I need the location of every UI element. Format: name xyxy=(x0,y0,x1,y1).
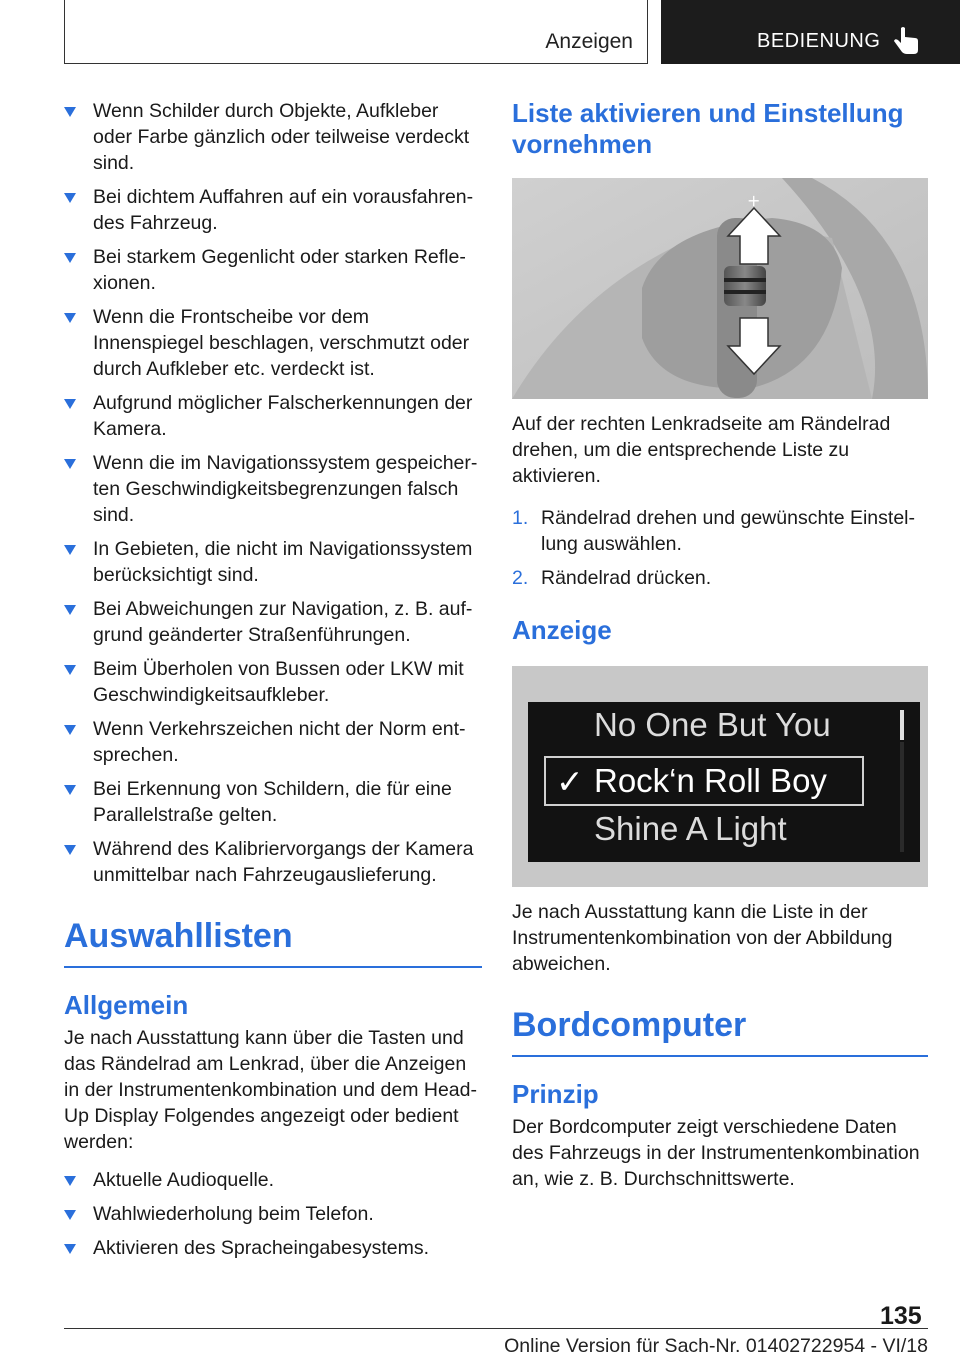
hand-pointer-icon xyxy=(893,26,921,56)
list-entry-3: Shine A Light xyxy=(594,810,787,847)
header-section-box xyxy=(64,0,648,64)
triangle-bullet-icon xyxy=(64,545,76,555)
triangle-bullet-icon xyxy=(64,313,76,323)
list-item: In Gebieten, die nicht im Navigationssystem berücksichtigt sind. xyxy=(64,536,482,588)
triangle-bullet-icon xyxy=(64,845,76,855)
triangle-bullet-icon xyxy=(64,725,76,735)
page-number: 135 xyxy=(880,1302,922,1330)
list-entry-1: No One But You xyxy=(594,706,831,743)
footer-divider xyxy=(64,1328,928,1329)
list-item: Wenn die Frontscheibe vor dem Innenspiegel beschlagen, verschmutzt oder durch Aufkleber etc. verdeckt ist. xyxy=(64,304,482,382)
triangle-bullet-icon xyxy=(64,193,76,203)
triangle-bullet-icon xyxy=(64,665,76,675)
list-item: Bei starkem Gegenlicht oder starken Reflexionen. xyxy=(64,244,482,296)
checkmark-icon: ✓ xyxy=(556,763,584,800)
instrument-display xyxy=(528,702,920,862)
paragraph-display-note: Je nach Ausstattung kann die Liste in der Instrumentenkombination von der Abbildung abweichen. xyxy=(512,901,893,975)
list-item: Bei dichtem Auffahren auf ein vorausfahrendes Fahrzeug. xyxy=(64,184,482,236)
left-column xyxy=(64,98,482,1269)
subsection-title: Allgemein xyxy=(64,990,189,1020)
section-title: Auswahllisten xyxy=(64,917,293,955)
footer-version-text: Online Version für Sach-Nr. 01402722954 - VI/18 xyxy=(504,1335,928,1357)
paragraph-allgemein: Je nach Ausstattung kann über die Tasten und das Rändelrad am Lenkrad, über die Anzeigen in der Instrumentenkombination und dem Head-Up Display Folgendes angezeigt oder bedient werden: xyxy=(64,1027,477,1153)
display-figure xyxy=(512,666,928,887)
section-heading-auswahllisten xyxy=(64,914,482,968)
steering-wheel-figure xyxy=(512,178,928,399)
triangle-bullet-icon xyxy=(64,459,76,469)
header-chapter-label: BEDIENUNG xyxy=(757,30,881,52)
list-item: Während des Kalibriervorgangs der Kamera unmittelbar nach Fahrzeugauslieferung. xyxy=(64,836,482,888)
steering-wheel-thumbwheel-image xyxy=(512,178,928,399)
scrollbar-track xyxy=(900,742,904,852)
right-column xyxy=(512,98,928,1192)
numbered-steps xyxy=(512,505,928,591)
scrollbar-thumb xyxy=(900,710,904,740)
list-item: Wahlwiederholung beim Telefon. xyxy=(64,1201,482,1227)
svg-text:+: + xyxy=(747,191,761,210)
triangle-bullet-icon xyxy=(64,1176,76,1186)
paragraph-prinzip: Der Bordcomputer zeigt verschiedene Daten des Fahrzeugs in der Instrumentenkombination an, wie z. B. Durchschnittswerte. xyxy=(512,1116,920,1190)
subsection-title-display: Anzeige xyxy=(512,615,612,645)
triangle-bullet-icon xyxy=(64,785,76,795)
triangle-bullet-icon xyxy=(64,605,76,615)
list-entry-2-selected: Rock‘n Roll Boy xyxy=(594,762,827,799)
subsection-title-activate-list: Liste aktivieren und Einstellung vornehmen xyxy=(512,98,904,159)
section-heading-bordcomputer xyxy=(512,1003,928,1057)
list-item: Aktuelle Audioquelle. xyxy=(64,1167,482,1193)
list-item: Wenn die im Navigationssystem gespeicherten Geschwindigkeitsbegrenzungen falsch sind. xyxy=(64,450,482,528)
step-item: 2. Rändelrad drücken. xyxy=(512,567,712,589)
selected-entry-frame xyxy=(544,756,864,806)
bullet-list-features xyxy=(64,1167,482,1261)
triangle-bullet-icon xyxy=(64,1210,76,1220)
triangle-bullet-icon xyxy=(64,253,76,263)
list-item: Bei Abweichungen zur Navigation, z. B. aufgrund geänderter Straßenführungen. xyxy=(64,596,482,648)
header-chapter-box xyxy=(661,0,960,64)
triangle-bullet-icon xyxy=(64,1244,76,1254)
list-item: Beim Überholen von Bussen oder LKW mit Geschwindigkeitsaufkleber. xyxy=(64,656,482,708)
list-item: Wenn Verkehrszeichen nicht der Norm entsprechen. xyxy=(64,716,482,768)
list-item: Aktivieren des Spracheingabesystems. xyxy=(64,1235,482,1261)
list-item: Bei Erkennung von Schildern, die für eine Parallelstraße gelten. xyxy=(64,776,482,828)
subsection-title-prinzip: Prinzip xyxy=(512,1079,599,1109)
paragraph-activate-list: Auf der rechten Lenkradseite am Rändelrad drehen, um die entsprechende Liste zu aktivieren. xyxy=(512,413,891,487)
bullet-list-conditions xyxy=(64,98,482,888)
triangle-bullet-icon xyxy=(64,107,76,117)
list-item: Wenn Schilder durch Objekte, Aufkleber oder Farbe gänzlich oder teilweise verdeckt sind. xyxy=(64,98,482,176)
triangle-bullet-icon xyxy=(64,399,76,409)
step-item: 1. Rändelrad drehen und gewünschte Einstellung auswählen. xyxy=(512,507,916,555)
header-section-label: Anzeigen xyxy=(545,30,633,53)
section-title: Bordcomputer xyxy=(512,1006,747,1044)
list-item: Aufgrund möglicher Falscherkennungen der Kamera. xyxy=(64,390,482,442)
